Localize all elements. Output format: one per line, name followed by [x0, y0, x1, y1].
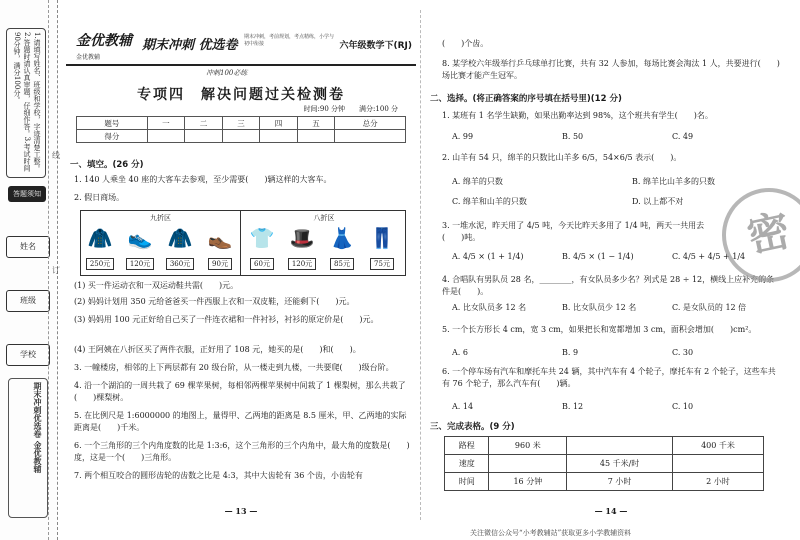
- shop-item: [325, 225, 359, 270]
- question-8: 8. 某学校六年级举行乒乓球单打比赛，共有 32 人参加，每场比赛会淘汰 1 人，共要进行( )场比赛才能产生冠军。: [442, 59, 780, 80]
- fill-input[interactable]: [489, 455, 567, 473]
- fold-mark: 订: [52, 266, 60, 275]
- score-cell: 题号: [77, 117, 148, 130]
- class-field[interactable]: 班级: [6, 290, 50, 312]
- section-table-title: 三、完成表格。(9 分): [430, 422, 515, 432]
- question-7-cont: ( )个齿。: [442, 39, 489, 48]
- fill-label: 时间: [445, 473, 489, 491]
- fill-row-speed: [445, 455, 764, 473]
- score-header-row: [77, 117, 406, 130]
- fill-cell: 16 分钟: [489, 473, 567, 491]
- hat-icon: 🎩: [289, 226, 315, 250]
- secret-stamp: 密: [713, 179, 800, 290]
- score-input[interactable]: [185, 130, 223, 143]
- brand-logo: [76, 30, 134, 62]
- shop-item: [163, 225, 197, 270]
- zone-a-label: 九折区: [150, 214, 171, 222]
- score-input[interactable]: [335, 130, 406, 143]
- shop-item: [285, 225, 319, 270]
- question-2-3: (3) 妈妈用 100 元正好给自己买了一件连衣裙和一件衬衫，衬衫的原定价是( )元。: [74, 315, 379, 324]
- fill-cell: 7 小时: [567, 473, 673, 491]
- option[interactable]: C. 49: [672, 132, 694, 141]
- right-page: [430, 0, 795, 540]
- option[interactable]: B. 9: [562, 348, 579, 357]
- question-2-2: (2) 妈妈计划用 350 元给爸爸买一件西服上衣和一双皮鞋，还能剩下( )元。: [74, 297, 355, 306]
- section-fill-title: 一、填空。(26 分): [70, 160, 144, 170]
- score-cell: 四: [260, 117, 298, 130]
- zone-b-label: 八折区: [313, 214, 335, 222]
- shop-item: [123, 225, 157, 270]
- cut-line: [48, 0, 49, 540]
- choice-4: 4. 合唱队有男队员 28 名，________，有女队员多少名？列式是 28 ÷ 12，横线上应补充的条件是( )。: [442, 275, 775, 296]
- option[interactable]: C. 是女队员的 12 倍: [672, 303, 747, 312]
- item-price: 60元: [250, 258, 274, 270]
- page-title: 专项四 解决问题过关检测卷: [137, 87, 345, 103]
- choice-6: 6. 一个停车场有汽车和摩托车共 24 辆，其中汽车有 4 个轮子，摩托车有 2 个轮子，这些车共有 76 个轮子，那么汽车有( )辆。: [442, 367, 776, 388]
- zone-ninety: [81, 211, 241, 275]
- question-2: 2. 假日商场。: [74, 193, 125, 202]
- school-field[interactable]: 学校: [6, 344, 50, 366]
- shop-item: [245, 225, 279, 270]
- grade-label: 六年级数学下(RJ): [339, 41, 412, 51]
- score-cell: 二: [185, 117, 223, 130]
- item-price: 120元: [126, 258, 154, 270]
- fill-row-distance: [445, 437, 764, 455]
- exam-meta: 时间:90 分钟 满分:100 分: [303, 105, 398, 113]
- subtitle: 冲刺100必练: [206, 69, 248, 77]
- fill-cell: 2 小时: [672, 473, 763, 491]
- choice-5: 5. 一个长方形长 4 cm，宽 3 cm，如果把长和宽都增加 3 cm，面积会增加( )cm²。: [442, 325, 757, 334]
- score-cell: 一: [147, 117, 185, 130]
- jacket-icon: 🧥: [87, 226, 113, 250]
- fill-input[interactable]: [567, 437, 673, 455]
- brand-name: 期末冲刺 优选卷: [142, 38, 238, 53]
- item-price: 90元: [208, 258, 232, 270]
- score-input[interactable]: [297, 130, 335, 143]
- choice-1: 1. 某班有 1 名学生缺勤，如果出勤率达到 98%，这个班共有学生( )名。: [442, 111, 713, 120]
- page-number-left: — 13 —: [224, 506, 258, 516]
- notice-box: 1.请填写姓名、班级和学校，字迹清楚工整。2.答题时请认真审题，仔细作答。3.考试时间90分钟，满分100分。: [6, 28, 46, 178]
- brand-slogan: 期末冲刺，考前规划，考点精练，小学与初中衔接: [244, 34, 335, 47]
- brand-logo-sub: 金优教辅: [76, 54, 101, 61]
- cut-mark: 线: [52, 151, 60, 160]
- sneaker-icon: 👟: [127, 226, 153, 250]
- option[interactable]: A. 99: [452, 132, 474, 141]
- score-input[interactable]: [147, 130, 185, 143]
- fill-label: 速度: [445, 455, 489, 473]
- option[interactable]: A. 比女队员多 12 名: [452, 303, 527, 312]
- option[interactable]: C. 10: [672, 402, 694, 411]
- footer-note: 关注微信公众号“小考教辅站”获取更多小学教辅资料: [470, 529, 632, 537]
- zone-eighty: [243, 211, 405, 275]
- question-2-1: (1) 买一件运动衣和一双运动鞋共需( )元。: [74, 281, 239, 290]
- option[interactable]: A. 绵羊的只数: [452, 177, 503, 186]
- fill-label: 路程: [445, 437, 489, 455]
- binding-sidebar: [0, 0, 58, 540]
- score-input[interactable]: [260, 130, 298, 143]
- choice-3: 3. 一堆水泥，昨天用了 4/5 吨，今天比昨天多用了 1/4 吨，两天一共用去( )吨。: [442, 221, 705, 242]
- option[interactable]: A. 6: [452, 348, 468, 357]
- dress-icon: 👗: [329, 226, 355, 250]
- option[interactable]: C. 4/5 + 4/5 + 1/4: [672, 252, 746, 261]
- question-5: 5. 在比例尺是 1:6000000 的地图上，量得甲、乙两地的距离是 8.5 厘米，甲、乙两地的实际距离是( )千米。: [74, 411, 407, 432]
- item-price: 250元: [86, 258, 114, 270]
- score-input[interactable]: [222, 130, 260, 143]
- question-3: 3. 一幢楼房，相邻的上下两层都有 20 级台阶，从一楼走到九楼，一共要爬( )级台阶。: [74, 363, 394, 372]
- shop-item: [203, 225, 237, 270]
- question-6: 6. 一个三角形的三个内角度数的比是 1:3:6，这个三角形的三个内角中，最大角的度数是( )度，这是一个( )三角形。: [74, 441, 410, 462]
- option[interactable]: A. 14: [452, 402, 474, 411]
- fill-cell: 960 米: [489, 437, 567, 455]
- item-price: 120元: [288, 258, 316, 270]
- option[interactable]: B. 50: [562, 132, 584, 141]
- option[interactable]: D. 以上都不对: [632, 197, 684, 206]
- fill-table: [444, 436, 764, 491]
- shop-item: [83, 225, 117, 270]
- choice-2: 2. 山羊有 54 只，绵羊的只数比山羊多 6/5，54×6/5 表示( )。: [442, 153, 682, 162]
- shop-illustration: [80, 210, 406, 276]
- left-page: [66, 0, 416, 540]
- option[interactable]: A. 4/5 × (1 + 1/4): [452, 252, 524, 261]
- option[interactable]: C. 30: [672, 348, 694, 357]
- name-field[interactable]: 姓名: [6, 236, 50, 258]
- fill-cell: 400 千米: [672, 437, 763, 455]
- option[interactable]: B. 4/5 × (1 − 1/4): [562, 252, 634, 261]
- score-cell: 三: [222, 117, 260, 130]
- item-price: 85元: [330, 258, 354, 270]
- section-choice-title: 二、选择。(将正确答案的序号填在括号里)(12 分): [430, 94, 622, 104]
- score-label: 得分: [77, 130, 148, 143]
- page-divider: [420, 10, 421, 520]
- item-price: 75元: [370, 258, 394, 270]
- question-2-4: (4) 王阿姨在八折区买了两件衣服，正好用了 108 元，她买的是( )和( )。: [74, 345, 361, 354]
- shoe-icon: 👞: [207, 226, 233, 250]
- coat-icon: 🧥: [167, 226, 193, 250]
- shirt-icon: 👕: [249, 226, 275, 250]
- option[interactable]: B. 12: [562, 402, 584, 411]
- question-4: 4. 沿一个湖泊的一周共栽了 69 棵苹果树，每相邻两棵苹果树中间栽了 1 棵梨树，那么共栽了( )棵梨树。: [74, 381, 406, 402]
- notice-badge: 答题须知: [8, 186, 46, 202]
- brand-logo-text: 金优教辅: [76, 33, 132, 49]
- score-table: [76, 116, 406, 143]
- fill-input[interactable]: [672, 455, 763, 473]
- fill-cell: 45 千米/时: [567, 455, 673, 473]
- page-header: [66, 30, 416, 66]
- score-cell: 五: [297, 117, 335, 130]
- question-7: 7. 两个相互咬合的圆形齿轮的齿数之比是 4:3，其中大齿轮有 36 个齿，小齿轮有: [74, 471, 363, 480]
- pants-icon: 👖: [369, 226, 395, 250]
- option[interactable]: C. 绵羊和山羊的只数: [452, 197, 527, 206]
- option[interactable]: B. 绵羊比山羊多的只数: [632, 177, 715, 186]
- item-price: 360元: [166, 258, 194, 270]
- brand-vertical-logo: 期末冲刺优选卷 金优教辅: [8, 378, 48, 518]
- page-number-right: — 14 —: [594, 506, 628, 516]
- fill-row-time: [445, 473, 764, 491]
- score-value-row: [77, 130, 406, 143]
- shop-item: [365, 225, 399, 270]
- score-cell: 总分: [335, 117, 406, 130]
- option[interactable]: B. 比女队员少 12 名: [562, 303, 637, 312]
- question-1: 1. 140 人乘坐 40 座的大客车去参观，至少需要( )辆这样的大客车。: [74, 175, 332, 184]
